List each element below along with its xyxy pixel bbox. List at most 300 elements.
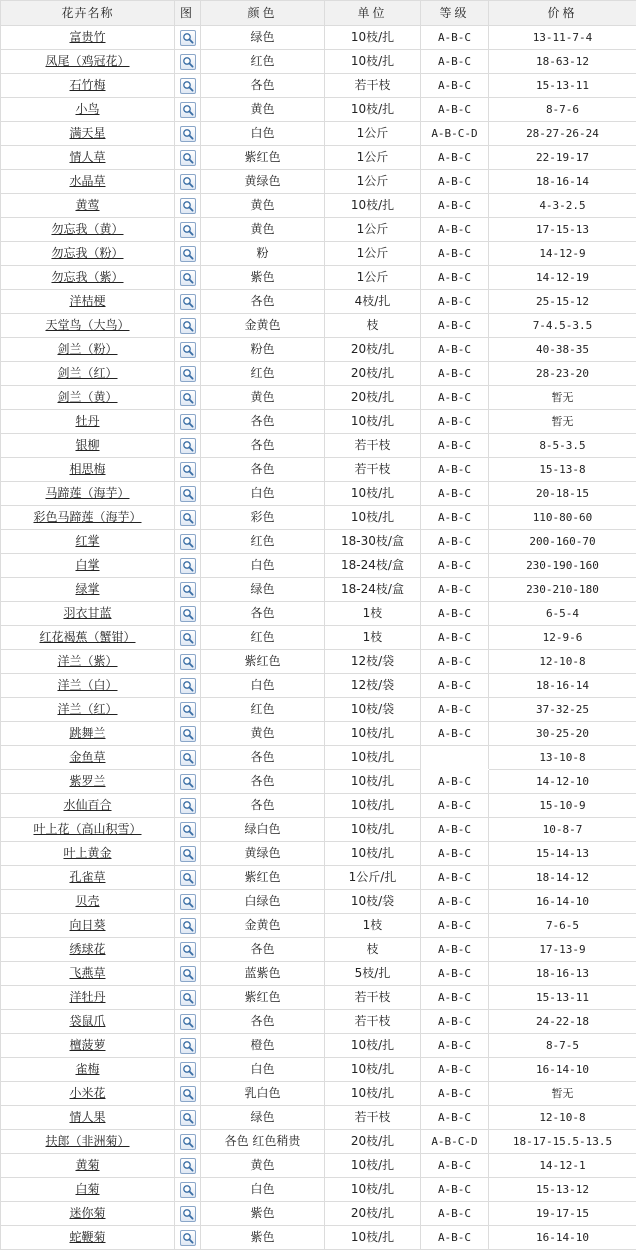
- price-cell: 15-10-9: [489, 794, 636, 818]
- price-cell: 6-5-4: [489, 602, 636, 626]
- grade-cell: A-B-C: [421, 626, 489, 650]
- unit-cell: 20枝/扎: [325, 338, 421, 362]
- flower-name-link[interactable]: 洋牡丹: [69, 990, 106, 1004]
- color-cell: 绿色: [201, 578, 325, 602]
- flower-name-cell: [1, 410, 175, 434]
- unit-cell: 1枝: [325, 914, 421, 938]
- grade-cell: A-B-C: [421, 818, 489, 842]
- flower-name-link[interactable]: 马蹄莲（海芋）: [45, 486, 130, 500]
- flower-name-cell: [1, 578, 175, 602]
- flower-name-cell: [1, 434, 175, 458]
- table-row: [1, 146, 636, 170]
- magnifier-icon[interactable]: [180, 150, 196, 166]
- picture-cell: [175, 986, 201, 1010]
- table-row: [1, 602, 636, 626]
- flower-name-link[interactable]: 向日葵: [69, 918, 106, 932]
- picture-cell: [175, 410, 201, 434]
- table-row: [1, 746, 636, 770]
- unit-cell: 1公斤: [325, 218, 421, 242]
- picture-cell: [175, 122, 201, 146]
- flower-name-link[interactable]: 贝壳: [75, 894, 100, 908]
- color-cell: 红色: [201, 626, 325, 650]
- picture-cell: [175, 146, 201, 170]
- flower-name-link[interactable]: 天堂鸟（大鸟）: [45, 318, 130, 332]
- picture-cell: [175, 74, 201, 98]
- unit-cell: 1公斤: [325, 242, 421, 266]
- magnifier-icon[interactable]: [180, 102, 196, 118]
- magnifier-icon[interactable]: [180, 606, 196, 622]
- color-cell: 紫红色: [201, 866, 325, 890]
- grade-cell: A-B-C: [421, 1010, 489, 1034]
- flower-name-cell: [1, 98, 175, 122]
- unit-cell: 18-24枝/盒: [325, 554, 421, 578]
- grade-cell: A-B-C: [421, 1178, 489, 1202]
- table-row: [1, 1034, 636, 1058]
- color-cell: 金黄色: [201, 314, 325, 338]
- color-cell: 黄色: [201, 218, 325, 242]
- magnifier-icon[interactable]: [180, 750, 196, 766]
- unit-cell: 4枝/扎: [325, 290, 421, 314]
- magnifier-icon[interactable]: [180, 198, 196, 214]
- grade-cell: A-B-C: [421, 650, 489, 674]
- magnifier-icon[interactable]: [180, 966, 196, 982]
- magnifier-icon[interactable]: [180, 342, 196, 358]
- table-row: [1, 506, 636, 530]
- table-row: [1, 1154, 636, 1178]
- price-cell: 14-12-10: [489, 770, 636, 794]
- color-cell: 各色: [201, 74, 325, 98]
- flower-name-link[interactable]: 牡丹: [75, 414, 100, 428]
- picture-cell: [175, 98, 201, 122]
- flower-name-link[interactable]: 袋鼠爪: [69, 1014, 106, 1028]
- flower-name-link[interactable]: 雀梅: [75, 1062, 100, 1076]
- unit-cell: 20枝/扎: [325, 1202, 421, 1226]
- price-cell: 18-16-14: [489, 674, 636, 698]
- unit-cell: 1公斤: [325, 146, 421, 170]
- picture-cell: [175, 722, 201, 746]
- grade-cell: A-B-C: [421, 1034, 489, 1058]
- price-cell: 15-14-13: [489, 842, 636, 866]
- unit-cell: 若干枝: [325, 1010, 421, 1034]
- magnifier-icon[interactable]: [180, 222, 196, 238]
- magnifier-icon[interactable]: [180, 726, 196, 742]
- picture-cell: [175, 578, 201, 602]
- picture-cell: [175, 1178, 201, 1202]
- flower-name-link[interactable]: 石竹梅: [69, 78, 106, 92]
- flower-name-link[interactable]: 水晶草: [69, 174, 106, 188]
- magnifier-icon[interactable]: [180, 918, 196, 934]
- unit-cell: 1公斤: [325, 122, 421, 146]
- unit-cell: 10枝/扎: [325, 746, 421, 770]
- magnifier-icon[interactable]: [180, 414, 196, 430]
- unit-cell: 枝: [325, 938, 421, 962]
- grade-cell: A-B-C: [421, 242, 489, 266]
- table-row: [1, 266, 636, 290]
- header-unit: 单位: [325, 1, 421, 26]
- grade-cell: A-B-C: [421, 74, 489, 98]
- price-cell: 20-18-15: [489, 482, 636, 506]
- price-cell: 7-6-5: [489, 914, 636, 938]
- grade-cell: A-B-C: [421, 962, 489, 986]
- grade-cell: A-B-C: [421, 314, 489, 338]
- flower-name-cell: [1, 530, 175, 554]
- magnifier-icon[interactable]: [180, 438, 196, 454]
- flower-name-link[interactable]: 洋桔梗: [69, 294, 106, 308]
- table-row: [1, 986, 636, 1010]
- color-cell: 各色: [201, 770, 325, 794]
- flower-name-link[interactable]: 剑兰（黄）: [57, 390, 118, 404]
- color-cell: 紫色: [201, 1226, 325, 1250]
- table-row: [1, 290, 636, 314]
- flower-name-link[interactable]: 蛇鞭菊: [69, 1230, 106, 1244]
- flower-name-link[interactable]: 剑兰（粉）: [57, 342, 118, 356]
- magnifier-icon[interactable]: [180, 846, 196, 862]
- flower-name-link[interactable]: 情人果: [69, 1110, 106, 1124]
- color-cell: 紫色: [201, 1202, 325, 1226]
- picture-cell: [175, 1034, 201, 1058]
- price-cell: 16-14-10: [489, 890, 636, 914]
- unit-cell: 1公斤: [325, 266, 421, 290]
- magnifier-icon[interactable]: [180, 54, 196, 70]
- table-row: [1, 50, 636, 74]
- flower-name-link[interactable]: 金鱼草: [69, 750, 106, 764]
- unit-cell: 10枝/扎: [325, 794, 421, 818]
- price-cell: 暂无: [489, 386, 636, 410]
- grade-cell: A-B-C: [421, 290, 489, 314]
- header-color: 颜色: [201, 1, 325, 26]
- unit-cell: 1公斤: [325, 170, 421, 194]
- flower-name-link[interactable]: 红花褐蕉（蟹钳）: [39, 630, 136, 644]
- grade-cell: A-B-C: [421, 698, 489, 722]
- magnifier-icon[interactable]: [180, 270, 196, 286]
- flower-name-link[interactable]: 白菊: [75, 1182, 100, 1196]
- picture-cell: [175, 554, 201, 578]
- magnifier-icon[interactable]: [180, 654, 196, 670]
- picture-cell: [175, 26, 201, 50]
- table-row: [1, 74, 636, 98]
- magnifier-icon[interactable]: [180, 30, 196, 46]
- magnifier-icon[interactable]: [180, 1110, 196, 1126]
- color-cell: 各色: [201, 410, 325, 434]
- picture-cell: [175, 674, 201, 698]
- flower-name-link[interactable]: 跳舞兰: [69, 726, 106, 740]
- table-row: [1, 578, 636, 602]
- flower-name-link[interactable]: 绣球花: [69, 942, 106, 956]
- grade-cell: A-B-C: [421, 1058, 489, 1082]
- grade-cell: A-B-C: [421, 362, 489, 386]
- grade-cell: A-B-C: [421, 914, 489, 938]
- unit-cell: 10枝/扎: [325, 722, 421, 746]
- magnifier-icon[interactable]: [180, 1086, 196, 1102]
- magnifier-icon[interactable]: [180, 1230, 196, 1246]
- color-cell: 白色: [201, 1178, 325, 1202]
- unit-cell: 10枝/扎: [325, 1226, 421, 1250]
- grade-cell: A-B-C: [421, 50, 489, 74]
- magnifier-icon[interactable]: [180, 582, 196, 598]
- flower-name-link[interactable]: 相思梅: [69, 462, 106, 476]
- magnifier-icon[interactable]: [180, 1062, 196, 1078]
- flower-name-cell: [1, 626, 175, 650]
- flower-name-link[interactable]: 红掌: [75, 534, 100, 548]
- table-row: [1, 938, 636, 962]
- price-cell: 30-25-20: [489, 722, 636, 746]
- color-cell: 各色: [201, 458, 325, 482]
- magnifier-icon[interactable]: [180, 942, 196, 958]
- magnifier-icon[interactable]: [180, 1158, 196, 1174]
- price-cell: 230-210-180: [489, 578, 636, 602]
- picture-cell: [175, 362, 201, 386]
- flower-name-cell: [1, 1130, 175, 1154]
- flower-name-link[interactable]: 凤尾（鸡冠花）: [45, 54, 130, 68]
- price-cell: 15-13-8: [489, 458, 636, 482]
- color-cell: 红色: [201, 362, 325, 386]
- unit-cell: 若干枝: [325, 986, 421, 1010]
- flower-name-link[interactable]: 洋兰（红）: [57, 702, 118, 716]
- header-grade: 等级: [421, 1, 489, 26]
- table-row: [1, 722, 636, 746]
- grade-cell: A-B-C: [421, 506, 489, 530]
- flower-name-link[interactable]: 剑兰（红）: [57, 366, 118, 380]
- picture-cell: [175, 962, 201, 986]
- magnifier-icon[interactable]: [180, 174, 196, 190]
- magnifier-icon[interactable]: [180, 534, 196, 550]
- price-cell: 8-5-3.5: [489, 434, 636, 458]
- magnifier-icon[interactable]: [180, 870, 196, 886]
- picture-cell: [175, 626, 201, 650]
- magnifier-icon[interactable]: [180, 486, 196, 502]
- flower-name-cell: [1, 122, 175, 146]
- price-cell: 28-27-26-24: [489, 122, 636, 146]
- color-cell: 粉色: [201, 338, 325, 362]
- table-row: [1, 1058, 636, 1082]
- magnifier-icon[interactable]: [180, 1134, 196, 1150]
- magnifier-icon[interactable]: [180, 318, 196, 334]
- color-cell: 彩色: [201, 506, 325, 530]
- flower-name-cell: [1, 242, 175, 266]
- price-cell: 14-12-1: [489, 1154, 636, 1178]
- header-flower-name: 花卉名称: [1, 1, 175, 26]
- table-row: [1, 338, 636, 362]
- table-row: [1, 890, 636, 914]
- table-row: [1, 170, 636, 194]
- grade-cell: A-B-C: [421, 194, 489, 218]
- flower-name-link[interactable]: 银柳: [75, 438, 100, 452]
- flower-name-link[interactable]: 情人草: [69, 150, 106, 164]
- unit-cell: 10枝/扎: [325, 410, 421, 434]
- magnifier-icon[interactable]: [180, 1182, 196, 1198]
- magnifier-icon[interactable]: [180, 894, 196, 910]
- flower-name-cell: [1, 338, 175, 362]
- flower-name-cell: [1, 74, 175, 98]
- flower-name-link[interactable]: 满天星: [69, 126, 106, 140]
- flower-name-link[interactable]: 水仙百合: [63, 798, 112, 812]
- magnifier-icon[interactable]: [180, 366, 196, 382]
- header-price: 价格: [489, 1, 636, 26]
- magnifier-icon[interactable]: [180, 1206, 196, 1222]
- unit-cell: 若干枝: [325, 434, 421, 458]
- unit-cell: 10枝/扎: [325, 194, 421, 218]
- flower-name-cell: [1, 818, 175, 842]
- grade-cell: A-B-C: [421, 770, 489, 794]
- unit-cell: 1枝: [325, 602, 421, 626]
- grade-cell: A-B-C: [421, 986, 489, 1010]
- flower-name-cell: [1, 962, 175, 986]
- flower-name-link[interactable]: 叶上黄金: [63, 846, 112, 860]
- flower-name-link[interactable]: 小米花: [69, 1086, 106, 1100]
- table-row: [1, 1106, 636, 1130]
- grade-cell: A-B-C: [421, 578, 489, 602]
- picture-cell: [175, 338, 201, 362]
- unit-cell: 12枝/袋: [325, 650, 421, 674]
- flower-name-link[interactable]: 羽衣甘蓝: [63, 606, 112, 620]
- picture-cell: [175, 602, 201, 626]
- price-cell: 17-13-9: [489, 938, 636, 962]
- magnifier-icon[interactable]: [180, 798, 196, 814]
- price-cell: 18-63-12: [489, 50, 636, 74]
- flower-name-link[interactable]: 洋兰（白）: [57, 678, 118, 692]
- flower-name-link[interactable]: 勿忘我（黄）: [51, 222, 124, 236]
- price-cell: 40-38-35: [489, 338, 636, 362]
- flower-name-link[interactable]: 叶上花（高山积雪）: [33, 822, 142, 836]
- picture-cell: [175, 650, 201, 674]
- picture-cell: [175, 530, 201, 554]
- price-cell: 12-10-8: [489, 1106, 636, 1130]
- table-row: [1, 1130, 636, 1154]
- magnifier-icon[interactable]: [180, 630, 196, 646]
- color-cell: 红色: [201, 50, 325, 74]
- magnifier-icon[interactable]: [180, 822, 196, 838]
- flower-name-link[interactable]: 小鸟: [75, 102, 100, 116]
- magnifier-icon[interactable]: [180, 126, 196, 142]
- price-cell: 13-11-7-4: [489, 26, 636, 50]
- price-cell: 8-7-5: [489, 1034, 636, 1058]
- picture-cell: [175, 458, 201, 482]
- flower-name-link[interactable]: 洋兰（紫）: [57, 654, 118, 668]
- table-row: [1, 626, 636, 650]
- color-cell: 紫红色: [201, 986, 325, 1010]
- flower-name-cell: [1, 914, 175, 938]
- price-cell: 18-16-14: [489, 170, 636, 194]
- table-row: [1, 914, 636, 938]
- flower-name-link[interactable]: 飞燕草: [69, 966, 106, 980]
- magnifier-icon[interactable]: [180, 510, 196, 526]
- unit-cell: 10枝/扎: [325, 98, 421, 122]
- color-cell: 黄色: [201, 194, 325, 218]
- picture-cell: [175, 1154, 201, 1178]
- unit-cell: 1枝: [325, 626, 421, 650]
- unit-cell: 10枝/扎: [325, 506, 421, 530]
- table-row: [1, 434, 636, 458]
- flower-name-cell: [1, 314, 175, 338]
- flower-name-link[interactable]: 勿忘我（紫）: [51, 270, 124, 284]
- table-row: [1, 698, 636, 722]
- table-row: [1, 674, 636, 698]
- unit-cell: 20枝/扎: [325, 362, 421, 386]
- magnifier-icon[interactable]: [180, 702, 196, 718]
- picture-cell: [175, 1106, 201, 1130]
- magnifier-icon[interactable]: [180, 462, 196, 478]
- flower-name-link[interactable]: 檀菠萝: [69, 1038, 106, 1052]
- grade-cell: A-B-C-D: [421, 122, 489, 146]
- color-cell: 白绿色: [201, 890, 325, 914]
- flower-name-link[interactable]: 彩色马蹄莲（海芋）: [33, 510, 142, 524]
- price-cell: 28-23-20: [489, 362, 636, 386]
- flower-name-link[interactable]: 白掌: [75, 558, 100, 572]
- flower-name-link[interactable]: 黄莺: [75, 198, 100, 212]
- grade-cell: A-B-C: [421, 530, 489, 554]
- flower-name-link[interactable]: 孔雀草: [69, 870, 106, 884]
- flower-name-link[interactable]: 绿掌: [75, 582, 100, 596]
- picture-cell: [175, 794, 201, 818]
- magnifier-icon[interactable]: [180, 294, 196, 310]
- table-row: [1, 554, 636, 578]
- unit-cell: 若干枝: [325, 458, 421, 482]
- magnifier-icon[interactable]: [180, 774, 196, 790]
- grade-cell: A-B-C: [421, 410, 489, 434]
- flower-name-cell: [1, 50, 175, 74]
- color-cell: 黄色: [201, 386, 325, 410]
- magnifier-icon[interactable]: [180, 1014, 196, 1030]
- grade-cell: A-B-C: [421, 98, 489, 122]
- flower-name-cell: [1, 170, 175, 194]
- table-row: [1, 770, 636, 794]
- magnifier-icon[interactable]: [180, 390, 196, 406]
- color-cell: 各色: [201, 602, 325, 626]
- magnifier-icon[interactable]: [180, 558, 196, 574]
- unit-cell: 10枝/扎: [325, 26, 421, 50]
- flower-name-link[interactable]: 紫罗兰: [69, 774, 106, 788]
- unit-cell: 10枝/袋: [325, 890, 421, 914]
- table-row: [1, 1010, 636, 1034]
- table-row: [1, 122, 636, 146]
- magnifier-icon[interactable]: [180, 990, 196, 1006]
- table-row: [1, 1082, 636, 1106]
- flower-name-cell: [1, 674, 175, 698]
- price-cell: 8-7-6: [489, 98, 636, 122]
- grade-cell: A-B-C: [421, 458, 489, 482]
- flower-name-link[interactable]: 富贵竹: [69, 30, 106, 44]
- color-cell: 绿色: [201, 1106, 325, 1130]
- flower-name-link[interactable]: 迷你菊: [69, 1206, 106, 1220]
- table-row: [1, 194, 636, 218]
- flower-name-link[interactable]: 黄菊: [75, 1158, 100, 1172]
- picture-cell: [175, 938, 201, 962]
- magnifier-icon[interactable]: [180, 1038, 196, 1054]
- unit-cell: 10枝/扎: [325, 1058, 421, 1082]
- price-cell: 18-16-13: [489, 962, 636, 986]
- flower-name-cell: [1, 290, 175, 314]
- magnifier-icon[interactable]: [180, 78, 196, 94]
- price-cell: 15-13-11: [489, 986, 636, 1010]
- flower-name-link[interactable]: 扶郎（非洲菊）: [45, 1134, 130, 1148]
- magnifier-icon[interactable]: [180, 246, 196, 262]
- grade-cell: A-B-C: [421, 338, 489, 362]
- price-cell: 7-4.5-3.5: [489, 314, 636, 338]
- flower-name-cell: [1, 866, 175, 890]
- color-cell: 黄色: [201, 1154, 325, 1178]
- grade-cell: A-B-C: [421, 890, 489, 914]
- magnifier-icon[interactable]: [180, 678, 196, 694]
- flower-name-cell: [1, 1010, 175, 1034]
- table-row: [1, 482, 636, 506]
- unit-cell: 10枝/袋: [325, 698, 421, 722]
- picture-cell: [175, 1202, 201, 1226]
- grade-cell: A-B-C: [421, 554, 489, 578]
- grade-cell: A-B-C: [421, 842, 489, 866]
- color-cell: 各色: [201, 1010, 325, 1034]
- flower-name-link[interactable]: 勿忘我（粉）: [51, 246, 124, 260]
- grade-cell: A-B-C: [421, 794, 489, 818]
